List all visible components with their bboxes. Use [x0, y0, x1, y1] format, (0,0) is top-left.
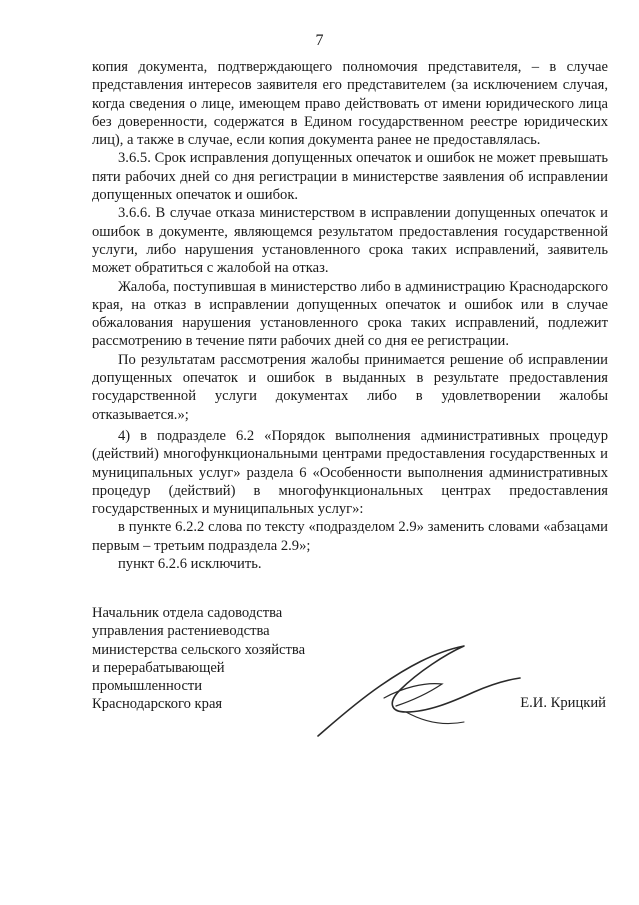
position-line: Краснодарского края: [92, 696, 223, 713]
position-line: и перерабатывающей: [92, 659, 225, 676]
paragraph-6-2-6: пункт 6.2.6 исключить.: [118, 556, 262, 573]
page-number: 7: [315, 32, 324, 49]
position-line: управления растениеводства: [92, 623, 270, 640]
position-line: промышленности: [92, 678, 203, 695]
signer-name: Е.И. Крицкий: [520, 695, 606, 711]
paragraph-6-2-2: в пункте 6.2.2 слова по тексту «подразделом 2.9» заменить словами «абзацами первым – третьим подраздела 2.9»;: [92, 519, 608, 554]
position-line: Начальник отдела садоводства: [92, 605, 283, 621]
paragraph-representative-copy: копия документа, подтверждающего полномочия представителя, – в случае представления интересов заявителя его представителем (за исключением случая, когда сведения о лице, имеющем право действовать от имени юридического лица без доверенности, содержатся в Едином государственном реестре юридических лиц), а также в случае, если копия документа ранее не предоставлялась.: [92, 59, 608, 149]
paragraph-3-6-6: 3.6.6. В случае отказа министерством в исправлении допущенных опечаток и ошибок в документе, являющемся результатом предоставления государственной услуги, либо нарушения установленного срока таких исправлений, заявитель может обратиться с жалобой на отказ.: [92, 205, 608, 277]
position-line: министерства сельского хозяйства: [92, 641, 306, 658]
paragraph-amendment-4: 4) в подразделе 6.2 «Порядок выполнения административных процедур (действий) многофункциональными центрами предоставления государственных и муниципальных услуг» раздела 6 «Особенности выполнения административных процедур (действий) в многофункциональных центрах предоставления государственных и муниципальных услуг»:: [92, 427, 608, 518]
document-body: [92, 58, 608, 573]
paragraph-3-6-5: 3.6.5. Срок исправления допущенных опечаток и ошибок не может превышать пяти рабочих дней со дня регистрации в министерстве заявления об исправлении допущенных опечаток и ошибок.: [92, 150, 608, 204]
handwritten-signature: [314, 642, 524, 738]
paragraph-complaint: Жалоба, поступившая в министерство либо в администрацию Краснодарского края, на отказ в исправлении допущенных опечаток и ошибок или в случае обжалования нарушения установленного срока таких исправлений, подлежит рассмотрению в течение пяти рабочих дней со дня ее регистрации.: [92, 278, 608, 350]
signature-block: [92, 604, 612, 734]
paragraph-complaint-result: По результатам рассмотрения жалобы принимается решение об исправлении допущенных опечаток и ошибок в выданных в результате предоставления государственной услуги документах либо в удовлетворении жалобы отказывается.»;: [92, 351, 608, 423]
signer-position: [92, 604, 332, 714]
